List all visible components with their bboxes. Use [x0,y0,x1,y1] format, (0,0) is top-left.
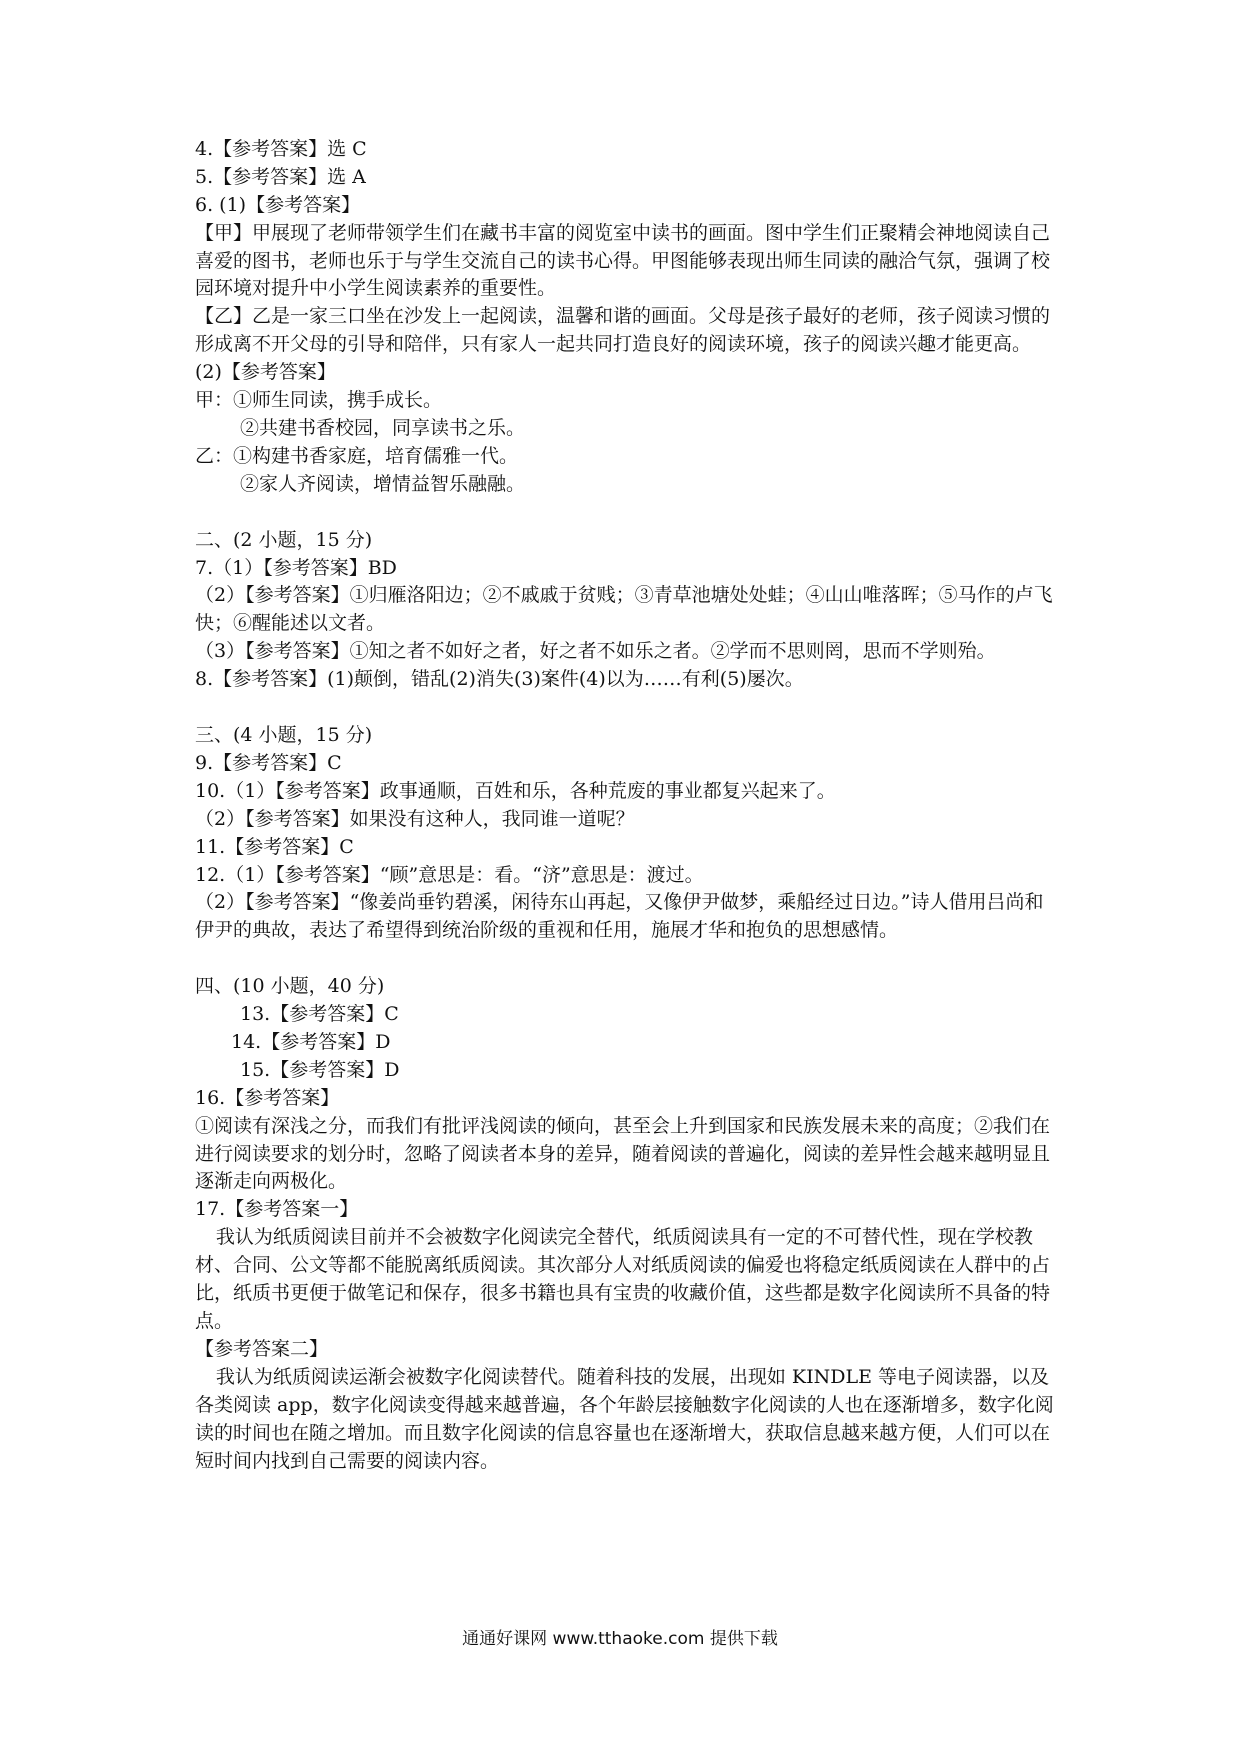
answer-q17-1-label: 17.【参考答案一】 [195,1198,359,1221]
answer-q8: 8.【参考答案】(1)颠倒，错乱(2)消失(3)案件(4)以为……有利(5)屡次。 [195,668,804,691]
answer-q17-1-text: 我认为纸质阅读目前并不会被数字化阅读完全替代，纸质阅读具有一定的不可替代性，现在学校教材、合同、公文等都不能脱离纸质阅读。其次部分人对纸质阅读的偏爱也将稳定纸质阅读在人群中的占比，纸质书更便于做笔记和保存，很多书籍也具有宝贵的收藏价值，这些都是数字化阅读所不具备的特点。 [195,1226,1051,1332]
answer-q7-3: （3）【参考答案】①知之者不如好之者，好之者不如乐之者。②学而不思则罔，思而不学则殆。 [195,640,996,663]
answer-q12-1: 12.（1）【参考答案】“顾”意思是：看。“济”意思是：渡过。 [195,863,704,886]
answer-line-q6-1: 6. (1)【参考答案】 [195,193,361,216]
answer-yi-1: 乙：①构建书香家庭，培育儒雅一代。 [195,444,519,467]
answer-q11: 11.【参考答案】C [195,835,354,858]
paragraph-yi: 【乙】乙是一家三口坐在沙发上一起阅读，温馨和谐的画面。父母是孩子最好的老师，孩子阅读习惯的形成离不开父母的引导和陪伴，只有家人一起共同打造良好的阅读环境，孩子的阅读兴趣才能更高。 [195,305,1051,356]
section-heading-2: 二、(2 小题，15 分) [195,528,373,551]
answer-q9: 9.【参考答案】C [195,751,342,774]
section-heading-4: 四、(10 小题，40 分) [195,975,385,998]
answer-line-q4: 4.【参考答案】选 C [195,138,367,160]
page-footer: 通通好课网 www.tthaoke.com 提供下载 [462,1629,778,1649]
answer-q16: 16.【参考答案】 [195,1086,340,1109]
answer-q13: 13.【参考答案】C [240,1003,399,1026]
answer-q17-2-label: 【参考答案二】 [195,1337,329,1360]
answer-q15: 15.【参考答案】D [240,1058,400,1081]
paragraph-jia: 【甲】甲展现了老师带领学生们在藏书丰富的阅览室中读书的画面。图中学生们正聚精会神地阅读自己喜爱的图书，老师也乐于与学生交流自己的读书心得。甲图能够表现出师生同读的融洽气氛，强调了校园环境对提升中小学生阅读素养的重要性。 [195,221,1051,300]
answer-jia-1: 甲：①师生同读，携手成长。 [195,389,443,412]
answer-q17-2-text: 我认为纸质阅读运渐会被数字化阅读替代。随着科技的发展，出现如 KINDLE 等电子阅读器，以及各类阅读 app，数字化阅读变得越来越普遍，各个年龄层接触数字化阅读的人也在逐渐增多，数字化阅读的时间也在随之增加。而且数字化阅读的信息容量也在逐渐增大，获取信息越来越方便，人们可以在短时间内找到自己需要的阅读内容。 [195,1365,1054,1472]
answer-q7-1: 7.（1）【参考答案】BD [195,556,397,579]
answer-content [195,136,1057,1475]
answer-q10-2: （2）【参考答案】如果没有这种人，我同谁一道呢？ [195,807,635,830]
answer-line-q5: 5.【参考答案】选 A [195,165,366,188]
answer-jia-2: ②共建书香校园，同享读书之乐。 [240,416,526,439]
answer-q16-text: ①阅读有深浅之分，而我们有批评浅阅读的倾向，甚至会上升到国家和民族发展未来的高度；②我们在进行阅读要求的划分时，忽略了阅读者本身的差异，随着阅读的普遍化，阅读的差异性会越来越明显且逐渐走向两极化。 [195,1114,1051,1193]
answer-q12-2: （2）【参考答案】“像姜尚垂钓碧溪，闲待东山再起，又像伊尹做梦，乘船经过日边。”诗人借用吕尚和伊尹的典故，表达了希望得到统治阶级的重视和任用，施展才华和抱负的思想感情。 [195,891,1044,942]
answer-q10-1: 10.（1）【参考答案】政事通顺，百姓和乐，各种荒废的事业都复兴起来了。 [195,779,836,802]
section-heading-3: 三、(4 小题，15 分) [195,724,373,747]
answer-yi-2: ②家人齐阅读，增情益智乐融融。 [240,472,526,495]
answer-q7-2: （2）【参考答案】①归雁洛阳边；②不戚戚于贫贱；③青草池塘处处蛙；④山山唯落晖；⑤马作的卢飞快；⑥醒能述以文者。 [195,584,1053,635]
answer-line-q6-2: (2)【参考答案】 [195,361,336,384]
answer-q14: 14.【参考答案】D [231,1030,391,1053]
